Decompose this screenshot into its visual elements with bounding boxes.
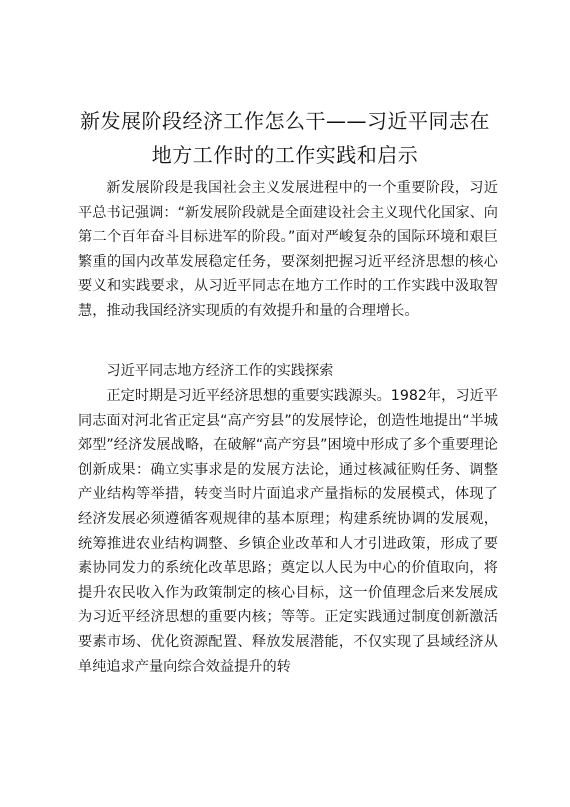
document-title-line-2: 地方工作时的工作实践和启示 [151,143,419,167]
document-title-line-1: 新发展阶段经济工作怎么干——习近平同志在 [80,109,490,133]
intro-paragraph: 新发展阶段是我国社会主义发展进程中的一个重要阶段，习近平总书记强调：“新发展阶段就是全面建设社会主义现代化国家、向第二个百年奋斗目标进军的阶段。”面对严峻复杂的国际环境和艰巨繁重的国内改革发展稳定任务，要深刻把握习近平经济思想的核心要义和实践要求，从习近平同志在地方工作时的工作实践中汲取智慧，推动我国经济实现质的有效提升和量的合理增长。 [78,180,498,319]
body-paragraph: 正定时期是习近平经济思想的重要实践源头。1982年，习近平同志面对河北省正定县“高产穷县”的发展悖论，创造性地提出“半城郊型”经济发展战略，在破解“高产穷县”困境中形成了多个重要理论创新成果：确立实事求是的发展方法论，通过核减征购任务、调整产业结构等举措，转变当时片面追求产量指标的发展模式，体现了经济发展必须遵循客观规律的基本原理；构建系统协调的发展观，统筹推进农业结构调整、乡镇企业改革和人才引进政策，形成了要素协同发力的系统化改革思路；奠定以人民为中心的价值取向，将提升农民收入作为政策制定的核心目标，这一价值理念后来发展成为习近平经济思想的重要内核；等等。正定实践通过制度创新激活要素市场、优化资源配置、释放发展潜能，不仅实现了县域经济从单纯追求产量向综合效益提升的转 [78,388,498,675]
section-heading: 习近平同志地方经济工作的实践探索 [106,363,334,379]
